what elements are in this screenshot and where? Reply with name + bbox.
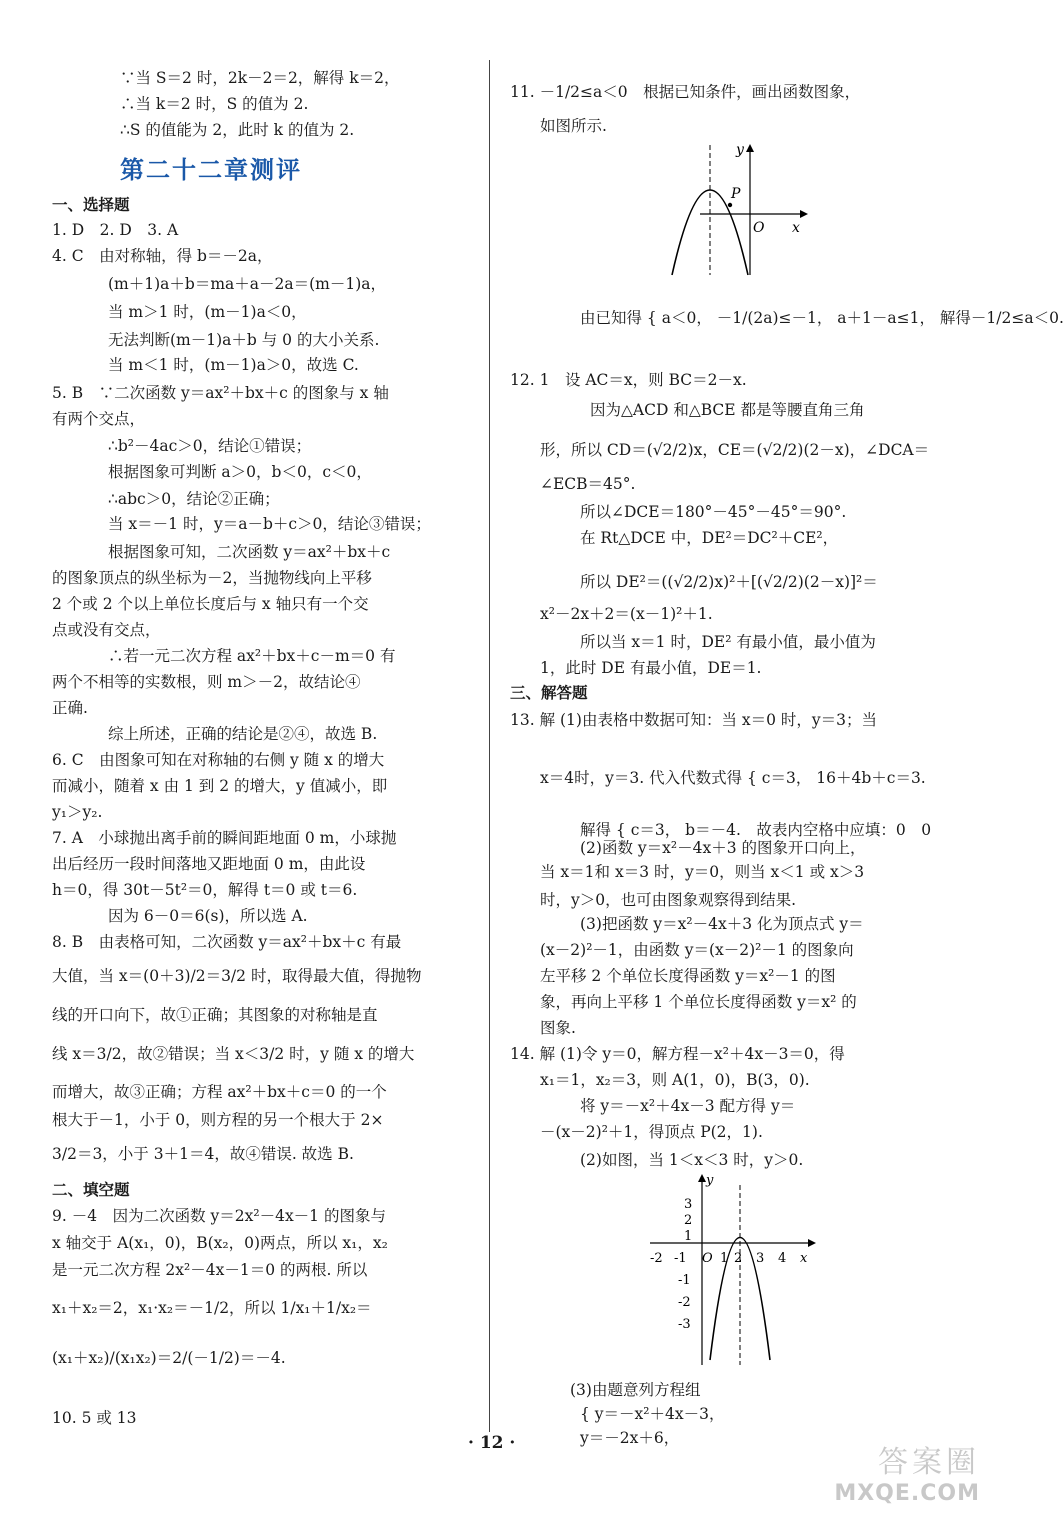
text-line: 是一元二次方程 2x²－4x－1＝0 的两根. 所以: [52, 1261, 368, 1279]
text-line: x²－2x＋2＝(x－1)²＋1.: [540, 605, 713, 623]
text-line: h＝0，得 30t－5t²＝0，解得 t＝0 或 t＝6.: [52, 881, 358, 899]
column-divider: [489, 60, 490, 1432]
text-line: 1. D 2. D 3. A: [52, 221, 179, 239]
text-line: 点或没有交点，: [52, 621, 161, 639]
x-tick-label: 3: [756, 1251, 765, 1266]
text-line: 当 x＝－1 时，y＝a－b＋c＞0，结论③错误；: [108, 515, 431, 533]
x-axis-label: x: [792, 220, 800, 236]
text-line: 综上所述，正确的结论是②④，故选 B.: [108, 725, 378, 743]
text-line: 4. C 由对称轴，得 b＝－2a，: [52, 247, 273, 265]
x-arrow-icon: [800, 210, 808, 218]
text-line: 2 个或 2 个以上单位长度后与 x 轴只有一个交: [52, 595, 369, 613]
origin-label: O: [753, 220, 765, 236]
text-line: 线的开口向下，故①正确；其图象的对称轴是直: [52, 1006, 378, 1024]
watermark-line2: MXQE.COM: [834, 1481, 980, 1506]
y-arrow-icon: [698, 1174, 706, 1182]
y-tick-label: -1: [678, 1273, 691, 1288]
text-line: (2)如图，当 1＜x＜3 时，y＞0.: [580, 1151, 804, 1169]
text-line: ∴b²－4ac＞0，结论①错误；: [108, 437, 312, 455]
text-line: 时，y＞0，也可由图象观察得到结果.: [540, 891, 797, 909]
origin-label: O: [702, 1251, 713, 1266]
text-line: ∴abc＞0，结论②正确；: [108, 490, 280, 508]
x-tick-label: 2: [734, 1251, 743, 1266]
text-line: 当 x＝1和 x＝3 时，y＝0，则当 x＜1 或 x＞3: [540, 863, 865, 881]
text-line: 12. 1 设 AC＝x，则 BC＝2－x.: [510, 371, 747, 389]
watermark-line1: 答案圈: [878, 1445, 980, 1480]
figure-parabola-2: [640, 1170, 830, 1370]
text-line: 有两个交点，: [52, 410, 146, 428]
text-line: 线 x＝3/2，故②错误；当 x＜3/2 时，y 随 x 的增大: [52, 1045, 415, 1063]
text-line: x₁＝1，x₂＝3，则 A(1，0)，B(3，0).: [540, 1071, 810, 1089]
text-line: (m＋1)a＋b＝ma＋a－2a＝(m－1)a，: [108, 275, 386, 293]
text-line: 由已知得 { a＜0， －1/(2a)≤－1， a＋1－a≤1， 解得－1/2≤a＜0.: [580, 309, 1064, 327]
text-line: 如图所示.: [540, 117, 607, 135]
text-line: 因为 6－0＝6(s)，所以选 A.: [108, 907, 308, 925]
y-tick-label: -2: [678, 1295, 691, 1310]
text-line: 无法判断(m－1)a＋b 与 0 的大小关系.: [108, 331, 380, 349]
text-line: 10. 5 或 13: [52, 1409, 137, 1427]
text-line: x 轴交于 A(x₁，0)，B(x₂，0)两点，所以 x₁，x₂: [52, 1234, 388, 1252]
text-line: 形，所以 CD＝(√2/2)x，CE＝(√2/2)(2－x)，∠DCA＝: [540, 441, 930, 459]
x-tick-label: 4: [778, 1251, 787, 1266]
page-number: · 12 ·: [468, 1433, 516, 1453]
text-line: 图象.: [540, 1019, 576, 1037]
y-tick-label: 2: [684, 1213, 693, 1228]
text-line: (2)函数 y＝x²－4x＋3 的图象开口向上，: [580, 839, 866, 857]
text-line: 在 Rt△DCE 中，DE²＝DC²＋CE²，: [580, 529, 839, 547]
text-line: (x₁＋x₂)/(x₁x₂)＝2/(－1/2)＝－4.: [52, 1349, 286, 1367]
text-line: (3)由题意列方程组: [570, 1381, 701, 1399]
text-line: 正确.: [52, 699, 88, 717]
point-p-label: P: [731, 186, 741, 202]
text-line: 将 y＝－x²＋4x－3 配方得 y＝: [580, 1097, 796, 1115]
text-line: ∵当 S＝2 时，2k－2＝2，解得 k＝2，: [120, 69, 400, 87]
text-line: 的图象顶点的纵坐标为－2，当抛物线向上平移: [52, 569, 372, 587]
text-line: 因为△ACD 和△BCE 都是等腰直角三角: [590, 401, 865, 419]
text-line: 9. －4 因为二次函数 y＝2x²－4x－1 的图象与: [52, 1207, 386, 1225]
figure-parabola-1: [660, 140, 810, 280]
text-line: 解得 { c＝3， b＝－4. 故表内空格中应填：0 0: [580, 821, 932, 839]
text-line: 而增大，故③正确；方程 ax²＋bx＋c＝0 的一个: [52, 1083, 387, 1101]
text-line: 6. C 由图象可知在对称轴的右侧 y 随 x 的增大: [52, 751, 385, 769]
text-line: x＝4时，y＝3. 代入代数式得 { c＝3， 16＋4b＋c＝3.: [540, 769, 926, 787]
section-heading: 一、选择题: [52, 196, 130, 214]
y-tick-label: 3: [684, 1197, 693, 1212]
watermark-logo: [834, 1437, 980, 1506]
text-line: 出后经历一段时间落地又距地面 0 m，由此设: [52, 855, 366, 873]
text-line: 1，此时 DE 有最小值，DE＝1.: [540, 659, 762, 677]
text-line: ∴若一元二次方程 ax²＋bx＋c－m＝0 有: [108, 647, 396, 665]
text-line: 所以当 x＝1 时，DE² 有最小值，最小值为: [580, 633, 876, 651]
text-line: －(x－2)²＋1，得顶点 P(2，1).: [540, 1123, 763, 1141]
text-line: 3/2＝3，小于 3＋1＝4，故④错误. 故选 B.: [52, 1145, 354, 1163]
text-line: (3)把函数 y＝x²－4x＋3 化为顶点式 y＝: [580, 915, 864, 933]
text-line: 根据图象可判断 a＞0，b＜0，c＜0，: [108, 463, 372, 481]
y-tick-label: -3: [678, 1317, 691, 1332]
text-line: y＝－2x＋6，: [580, 1429, 680, 1447]
text-line: 11. －1/2≤a＜0 根据已知条件，画出函数图象，: [510, 83, 861, 101]
text-line: 14. 解 (1)令 y＝0，解方程－x²＋4x－3＝0，得: [510, 1045, 845, 1063]
text-line: 13. 解 (1)由表格中数据可知：当 x＝0 时，y＝3；当: [510, 711, 878, 729]
text-line: 而减小，随着 x 由 1 到 2 的增大，y 值减小，即: [52, 777, 388, 795]
x-axis-label: x: [800, 1251, 808, 1266]
y-tick-label: 1: [684, 1229, 693, 1244]
text-line: 大值，当 x＝(0＋3)/2＝3/2 时，取得最大值，得抛物: [52, 967, 422, 985]
text-line: { y＝－x²＋4x－3，: [580, 1405, 725, 1423]
text-line: 8. B 由表格可知，二次函数 y＝ax²＋bx＋c 有最: [52, 933, 402, 951]
y-arrow-icon: [746, 144, 754, 152]
text-line: (x－2)²－1，由函数 y＝(x－2)²－1 的图象向: [540, 941, 854, 959]
text-line: 5. B ∵二次函数 y＝ax²＋bx＋c 的图象与 x 轴: [52, 384, 389, 402]
text-line: 根大于－1，小于 0，则方程的另一个根大于 2×: [52, 1111, 384, 1129]
text-line: ∴S 的值能为 2，此时 k 的值为 2.: [120, 121, 355, 139]
text-line: ∴当 k＝2 时，S 的值为 2.: [120, 95, 309, 113]
section-heading: 三、解答题: [510, 684, 588, 702]
x-tick-label: -1: [674, 1251, 687, 1266]
section-heading: 二、填空题: [52, 1181, 130, 1199]
text-line: 当 m＜1 时，(m－1)a＞0，故选 C.: [108, 356, 359, 374]
text-line: x₁＋x₂＝2，x₁·x₂＝－1/2，所以 1/x₁＋1/x₂＝: [52, 1299, 372, 1317]
text-line: 所以 DE²＝((√2/2)x)²＋[(√2/2)(2－x)]²＝: [580, 573, 878, 591]
text-line: 当 m＞1 时，(m－1)a＜0，: [108, 303, 307, 321]
x-tick-label: 1: [720, 1251, 729, 1266]
y-axis-label: y: [736, 142, 744, 158]
text-line: y₁＞y₂.: [52, 803, 103, 821]
point-p: [728, 203, 732, 207]
chapter-title: 第二十二章测评: [120, 156, 302, 184]
text-line: 所以∠DCE＝180°－45°－45°＝90°.: [580, 503, 847, 521]
text-line: 象，再向上平移 1 个单位长度得函数 y＝x² 的: [540, 993, 857, 1011]
text-line: 7. A 小球抛出离手前的瞬间距地面 0 m，小球抛: [52, 829, 397, 847]
text-line: ∠ECB＝45°.: [540, 475, 636, 493]
text-line: 两个不相等的实数根，则 m＞－2，故结论④: [52, 673, 361, 691]
text-line: 根据图象可知，二次函数 y＝ax²＋bx＋c: [108, 543, 391, 561]
text-line: 左平移 2 个单位长度得函数 y＝x²－1 的图: [540, 967, 836, 985]
x-tick-label: -2: [650, 1251, 663, 1266]
y-axis-label: y: [706, 1173, 714, 1188]
x-arrow-icon: [808, 1239, 816, 1247]
